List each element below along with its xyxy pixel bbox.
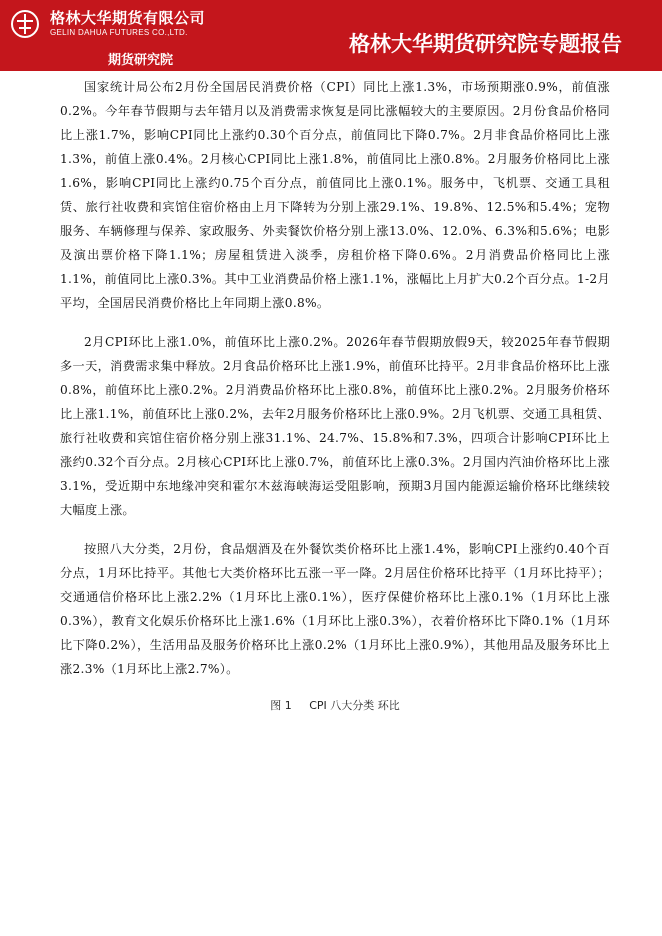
- company-name-cn: 格林大华期货有限公司: [50, 9, 206, 27]
- company-logo-icon: [10, 9, 40, 39]
- report-header: [0, 0, 662, 71]
- paragraph-cpi-yoy: 国家统计局公布2月份全国居民消费价格（CPI）同比上涨1.3%，市场预期涨0.9%，前值涨0.2%。今年春节假期与去年错月以及消费需求恢复是同比涨幅较大的主要原因。2月份食品价格同比上涨1.7%，影响CPI同比上涨约0.30个百分点，前值同比下降0.7%。2月非食品价格同比上涨1.3%，前值上涨0.4%。2月核心CPI同比上涨1.8%，前值同比上涨0.8%。2月服务价格同比上涨1.6%，影响CPI同比上涨约0.75个百分点，前值同比上涨0.1%。服务中，飞机票、交通工具租赁、旅行社收费和宾馆住宿价格由上月下降转为分别上涨29.1%、19.8%、12.5%和5.4%；宠物服务、车辆修理与保养、家政服务、外卖餐饮价格分别上涨13.0%、12.0%、6.3%和5.6%；电影及演出票价格下降1.1%；房屋租赁进入淡季，房租价格下降0.6%。2月消费品价格同比上涨1.1%，前值同比上涨0.3%。其中工业消费品价格上涨1.1%，涨幅比上月扩大0.2个百分点。1-2月平均，全国居民消费价格比上年同期上涨0.8%。: [60, 80, 610, 310]
- institute-name: 期货研究院: [108, 53, 174, 68]
- report-title: 格林大华期货研究院专题报告: [349, 32, 622, 56]
- figure-caption: [60, 697, 610, 713]
- report-body: [60, 75, 610, 713]
- paragraph-cpi-mom: 2月CPI环比上涨1.0%，前值环比上涨0.2%。2026年春节假期放假9天，较2025年春节假期多一天，消费需求集中释放。2月食品价格环比上涨1.9%，前值环比持平。2月非食品价格环比上涨0.8%，前值环比上涨0.2%。2月消费品价格环比上涨0.8%，前值环比上涨0.2%。2月服务价格环比上涨1.1%，前值环比上涨0.2%，去年2月服务价格环比上涨0.9%。2月飞机票、交通工具租赁、旅行社收费和宾馆住宿价格分别上涨31.1%、24.7%、15.8%和7.3%，四项合计影响CPI环比上涨约0.32个百分点。2月核心CPI环比上涨0.7%，前值环比上涨0.3%。2月国内汽油价格环比上涨3.1%，受近期中东地缘冲突和霍尔木兹海峡海运受阻影响，预期3月国内能源运输价格环比继续较大幅度上涨。: [60, 335, 610, 517]
- figure-title: CPI 八大分类 环比: [309, 699, 400, 712]
- company-name-en: GELIN DAHUA FUTURES CO.,LTD.: [50, 28, 188, 37]
- figure-label: 图 1: [270, 699, 292, 712]
- paragraph-eight-categories: 按照八大分类，2月份，食品烟酒及在外餐饮类价格环比上涨1.4%，影响CPI上涨约0.40个百分点，1月环比持平。其他七大类价格环比五涨一平一降。2月居住价格环比持平（1月环比持平）；交通通信价格环比上涨2.2%（1月环比上涨0.1%），医疗保健价格环比上涨0.1%（1月环比上涨0.3%），教育文化娱乐价格环比上涨1.6%（1月环比上涨0.3%），衣着价格环比下降0.1%（1月环比下降0.2%），生活用品及服务价格环比上涨0.2%（1月环比上涨0.9%），其他用品及服务环比上涨2.3%（1月环比上涨2.7%）。: [60, 542, 610, 676]
